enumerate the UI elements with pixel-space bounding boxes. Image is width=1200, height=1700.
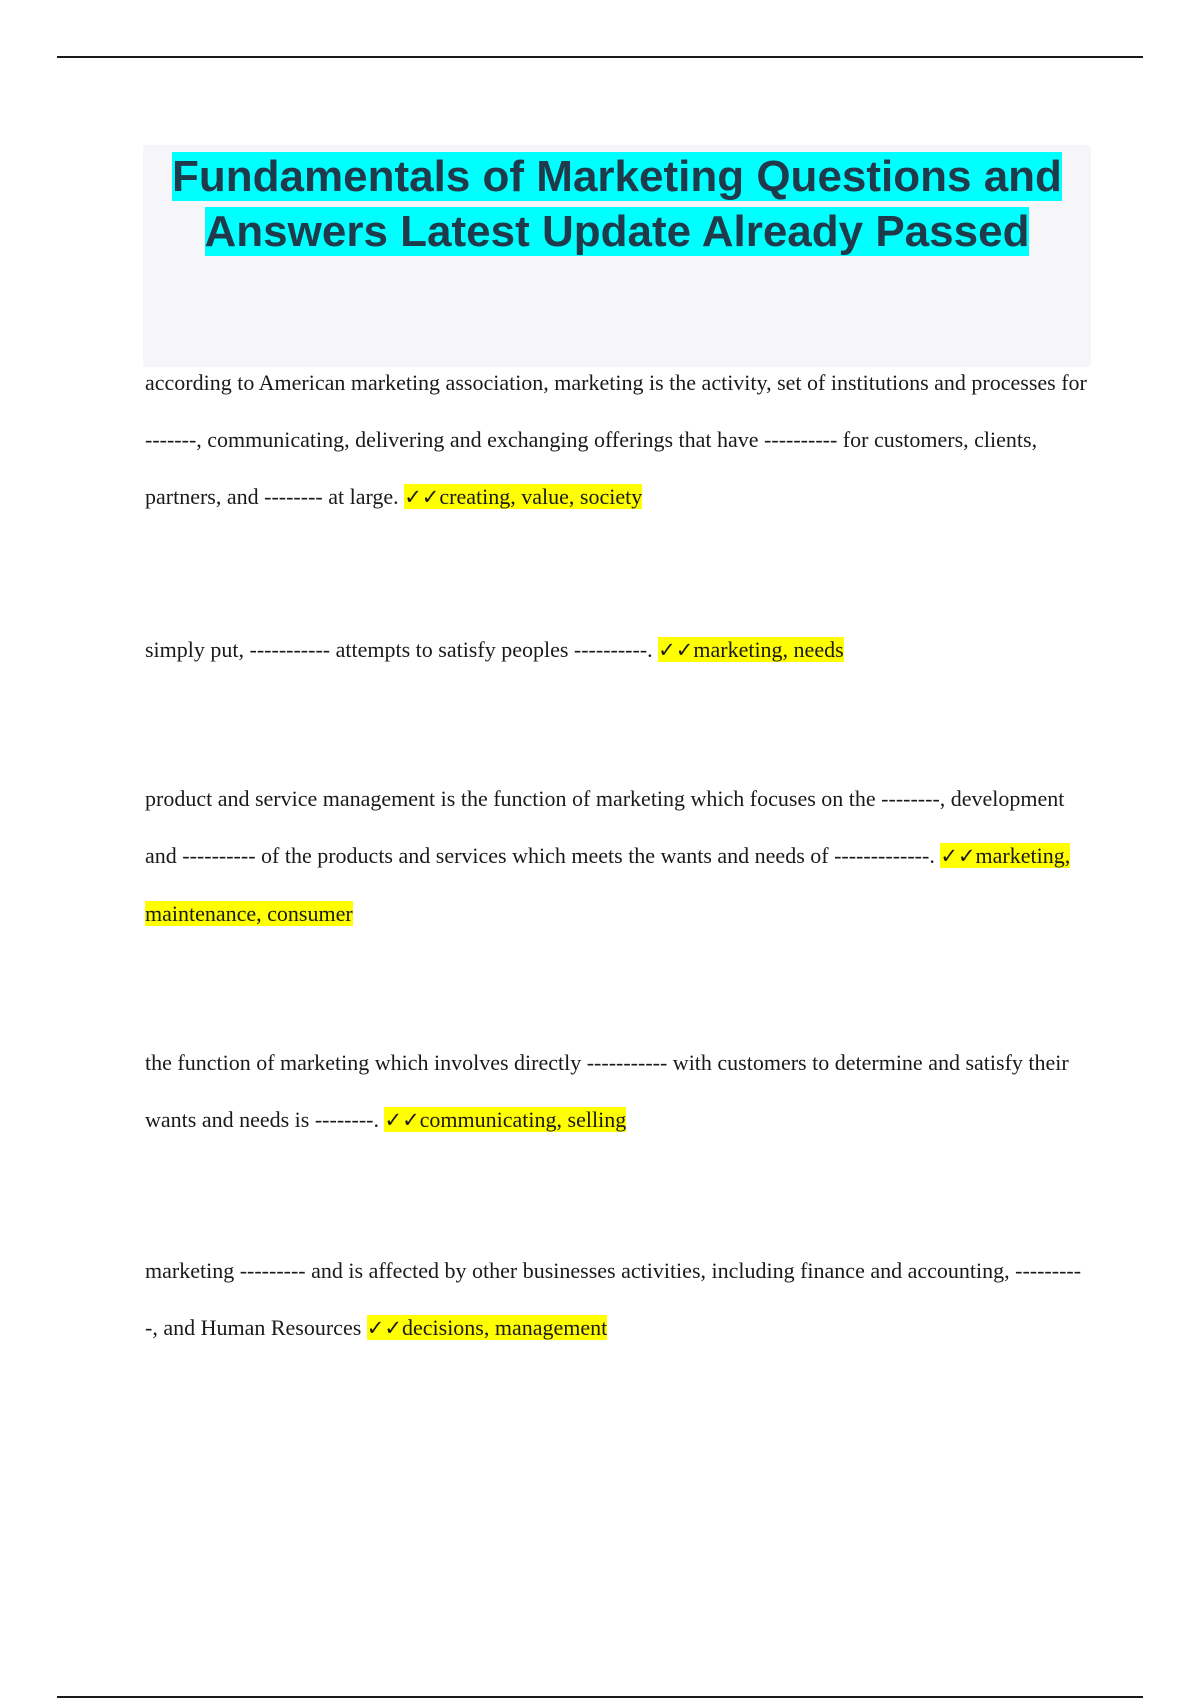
double-check-icon: ✓✓: [366, 1316, 402, 1340]
double-check-icon: ✓✓: [940, 844, 976, 868]
double-check-icon: ✓✓: [384, 1108, 420, 1132]
qa-item: [145, 621, 1090, 679]
question-text: simply put, ----------- attempts to satisfy peoples ----------.: [145, 637, 653, 662]
qa-item: [145, 1034, 1090, 1149]
document-title: [143, 145, 1091, 259]
question-text: marketing --------- and is affected by other businesses activities, including finance and accounting, ----------, and Human Resources: [145, 1258, 1082, 1340]
answer-highlight: [384, 1107, 626, 1132]
question-text: product and service management is the function of marketing which focuses on the --------, development and ---------- of the products and services which meets the wants and needs of -------------.: [145, 786, 1065, 868]
answer-text: decisions, management: [401, 1315, 608, 1340]
answer-text: marketing, needs: [693, 637, 844, 662]
question-text: the function of marketing which involves directly ----------- with customers to determine and satisfy their wants and needs is --------.: [145, 1050, 1069, 1132]
footer-rule: [57, 1696, 1143, 1698]
document-title-highlight: Fundamentals of Marketing Questions and Answers Latest Update Already Passed: [172, 152, 1062, 256]
answer-highlight: [404, 484, 642, 509]
answer-highlight: [658, 637, 844, 662]
header-rule: [57, 56, 1143, 58]
question-text: according to American marketing association, marketing is the activity, set of institutions and processes for -------, communicating, delivering and exchanging offerings that have ---------- for customers, clients, partners, and -------- at large.: [145, 370, 1087, 509]
qa-item: [145, 354, 1090, 526]
title-block: [143, 145, 1091, 367]
double-check-icon: ✓✓: [404, 485, 440, 509]
qa-item: [145, 770, 1090, 942]
answer-text: creating, value, society: [439, 484, 643, 509]
double-check-icon: ✓✓: [658, 638, 694, 662]
answer-highlight: [367, 1315, 607, 1340]
qa-item: [145, 1242, 1090, 1357]
answer-text: communicating, selling: [419, 1107, 627, 1132]
answer-text: marketing, maintenance, consumer: [145, 843, 1071, 926]
